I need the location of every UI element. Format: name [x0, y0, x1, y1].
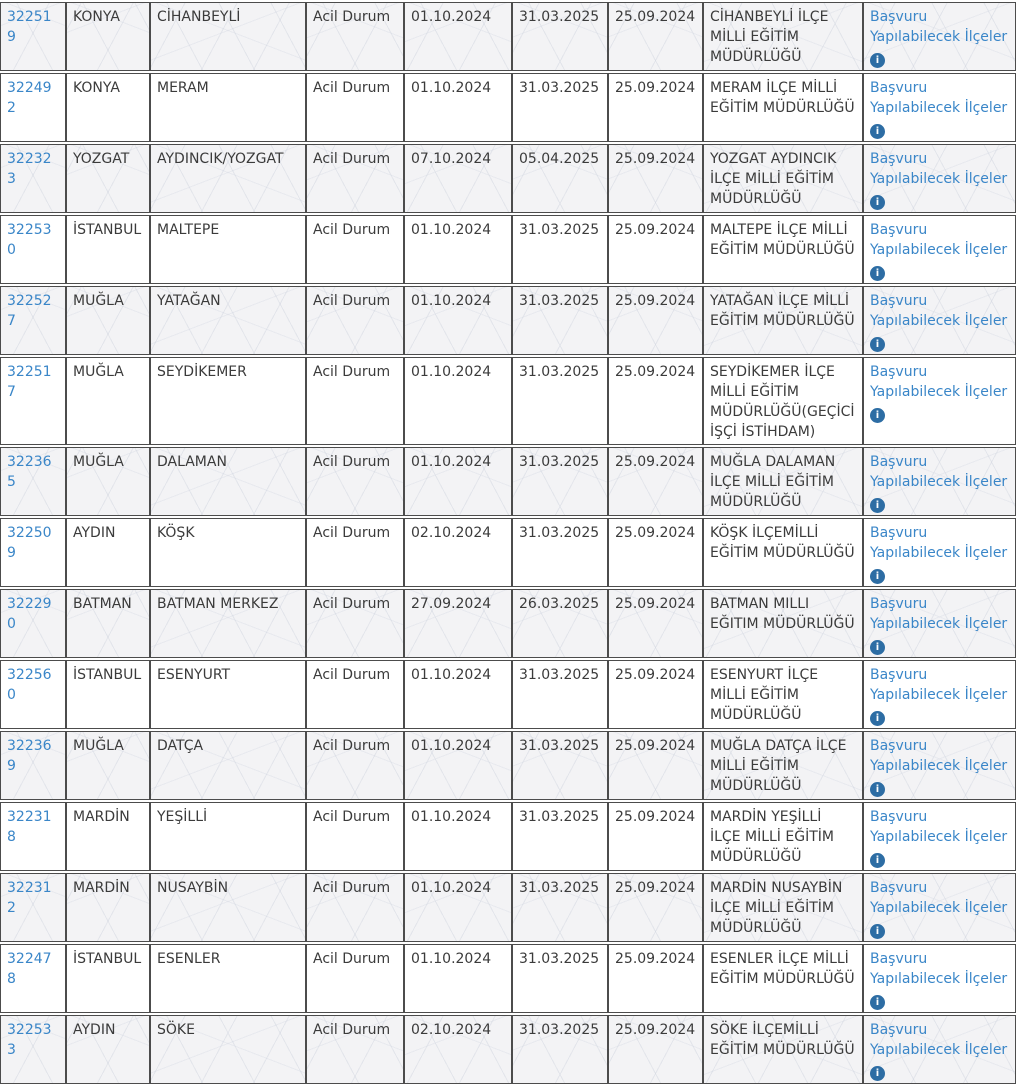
applicable-districts-link[interactable] [870, 523, 1009, 584]
info-icon: i [870, 266, 885, 281]
table-row [0, 1015, 1016, 1084]
end-date-cell: 31.03.2025 [512, 286, 608, 355]
table-row [0, 873, 1016, 942]
publish-date-cell: 25.09.2024 [608, 873, 703, 942]
applicable-districts-cell [863, 215, 1016, 284]
start-date-cell: 27.09.2024 [404, 589, 512, 658]
applicable-districts-cell [863, 873, 1016, 942]
status-cell: Acil Durum [306, 660, 404, 729]
district-cell: YATAĞAN [150, 286, 306, 355]
info-icon: i [870, 498, 885, 513]
start-date-cell: 01.10.2024 [404, 447, 512, 516]
end-date-cell: 31.03.2025 [512, 944, 608, 1013]
applicable-districts-label: Başvuru Yapılabilecek İlçeler [870, 364, 1008, 400]
info-icon: i [870, 53, 885, 68]
status-cell: Acil Durum [306, 1015, 404, 1084]
info-icon: i [870, 711, 885, 726]
status-cell: Acil Durum [306, 731, 404, 800]
job-id-link[interactable]: 322369 [7, 738, 52, 774]
applicable-districts-cell [863, 589, 1016, 658]
publish-date-cell: 25.09.2024 [608, 447, 703, 516]
end-date-cell: 31.03.2025 [512, 2, 608, 71]
info-icon: i [870, 924, 885, 939]
table-row [0, 144, 1016, 213]
applicable-districts-cell [863, 660, 1016, 729]
employer-cell: ESENLER İLÇE MİLLİ EĞİTİM MÜDÜRLÜĞÜ [703, 944, 863, 1013]
province-cell: İSTANBUL [66, 215, 150, 284]
start-date-cell: 01.10.2024 [404, 731, 512, 800]
job-id-link[interactable]: 322365 [7, 454, 52, 490]
info-icon: i [870, 337, 885, 352]
table-body [0, 2, 1016, 1084]
publish-date-cell: 25.09.2024 [608, 357, 703, 445]
table-row [0, 286, 1016, 355]
applicable-districts-link[interactable] [870, 878, 1009, 939]
table-row [0, 447, 1016, 516]
start-date-cell: 01.10.2024 [404, 944, 512, 1013]
job-id-link[interactable]: 322560 [7, 667, 52, 703]
job-id-link[interactable]: 322527 [7, 293, 52, 329]
job-id-link[interactable]: 322492 [7, 80, 52, 116]
applicable-districts-cell [863, 73, 1016, 142]
job-id-cell [0, 144, 66, 213]
employer-cell: MUĞLA DATÇA İLÇE MİLLİ EĞİTİM MÜDÜRLÜĞÜ [703, 731, 863, 800]
start-date-cell: 01.10.2024 [404, 802, 512, 871]
publish-date-cell: 25.09.2024 [608, 2, 703, 71]
employer-cell: ESENYURT İLÇE MİLLİ EĞİTİM MÜDÜRLÜĞÜ [703, 660, 863, 729]
applicable-districts-label: Başvuru Yapılabilecek İlçeler [870, 809, 1008, 845]
status-cell: Acil Durum [306, 589, 404, 658]
province-cell: İSTANBUL [66, 660, 150, 729]
applicable-districts-cell [863, 447, 1016, 516]
applicable-districts-cell [863, 286, 1016, 355]
end-date-cell: 26.03.2025 [512, 589, 608, 658]
start-date-cell: 01.10.2024 [404, 215, 512, 284]
job-id-cell [0, 2, 66, 71]
applicable-districts-label: Başvuru Yapılabilecek İlçeler [870, 293, 1008, 329]
table-row [0, 215, 1016, 284]
applicable-districts-link[interactable] [870, 736, 1009, 797]
start-date-cell: 02.10.2024 [404, 1015, 512, 1084]
applicable-districts-label: Başvuru Yapılabilecek İlçeler [870, 454, 1008, 490]
end-date-cell: 31.03.2025 [512, 1015, 608, 1084]
publish-date-cell: 25.09.2024 [608, 731, 703, 800]
job-id-cell [0, 944, 66, 1013]
applicable-districts-cell [863, 731, 1016, 800]
status-cell: Acil Durum [306, 873, 404, 942]
province-cell: MARDİN [66, 873, 150, 942]
job-id-cell [0, 73, 66, 142]
start-date-cell: 01.10.2024 [404, 873, 512, 942]
applicable-districts-link[interactable] [870, 452, 1009, 513]
applicable-districts-link[interactable] [870, 149, 1009, 210]
publish-date-cell: 25.09.2024 [608, 144, 703, 213]
applicable-districts-link[interactable] [870, 220, 1009, 281]
info-icon: i [870, 1066, 885, 1081]
job-id-cell [0, 589, 66, 658]
end-date-cell: 31.03.2025 [512, 660, 608, 729]
end-date-cell: 31.03.2025 [512, 731, 608, 800]
applicable-districts-link[interactable] [870, 291, 1009, 352]
employer-cell: YATAĞAN İLÇE MİLLİ EĞİTİM MÜDÜRLÜĞÜ [703, 286, 863, 355]
province-cell: İSTANBUL [66, 944, 150, 1013]
district-cell: CİHANBEYLİ [150, 2, 306, 71]
province-cell: MUĞLA [66, 286, 150, 355]
province-cell: MARDİN [66, 802, 150, 871]
province-cell: KONYA [66, 2, 150, 71]
start-date-cell: 01.10.2024 [404, 2, 512, 71]
job-id-cell [0, 286, 66, 355]
employer-cell: CİHANBEYLİ İLÇE MİLLİ EĞİTİM MÜDÜRLÜĞÜ [703, 2, 863, 71]
employer-cell: SEYDİKEMER İLÇE MİLLİ EĞİTİM MÜDÜRLÜĞÜ(GEÇİCİ İŞÇİ İSTİHDAM) [703, 357, 863, 445]
province-cell: MUĞLA [66, 357, 150, 445]
publish-date-cell: 25.09.2024 [608, 215, 703, 284]
info-icon: i [870, 124, 885, 139]
applicable-districts-label: Başvuru Yapılabilecek İlçeler [870, 596, 1008, 632]
table-row [0, 589, 1016, 658]
applicable-districts-link[interactable] [870, 1020, 1009, 1081]
status-cell: Acil Durum [306, 286, 404, 355]
applicable-districts-link[interactable] [870, 7, 1009, 68]
employer-cell: KÖŞK İLÇEMİLLİ EĞİTİM MÜDÜRLÜĞÜ [703, 518, 863, 587]
job-id-link[interactable]: 322519 [7, 9, 52, 45]
end-date-cell: 31.03.2025 [512, 873, 608, 942]
job-id-cell [0, 447, 66, 516]
info-icon: i [870, 408, 885, 423]
job-id-cell [0, 802, 66, 871]
job-id-cell [0, 357, 66, 445]
publish-date-cell: 25.09.2024 [608, 1015, 703, 1084]
employer-cell: MARDİN NUSAYBİN İLÇE MİLLİ EĞİTİM MÜDÜRLÜĞÜ [703, 873, 863, 942]
district-cell: SÖKE [150, 1015, 306, 1084]
end-date-cell: 31.03.2025 [512, 802, 608, 871]
district-cell: SEYDİKEMER [150, 357, 306, 445]
info-icon: i [870, 640, 885, 655]
employer-cell: SÖKE İLÇEMİLLİ EĞİTİM MÜDÜRLÜĞÜ [703, 1015, 863, 1084]
applicable-districts-label: Başvuru Yapılabilecek İlçeler [870, 738, 1008, 774]
start-date-cell: 02.10.2024 [404, 518, 512, 587]
district-cell: YEŞİLLİ [150, 802, 306, 871]
end-date-cell: 31.03.2025 [512, 518, 608, 587]
table-row [0, 73, 1016, 142]
status-cell: Acil Durum [306, 73, 404, 142]
employer-cell: MUĞLA DALAMAN İLÇE MİLLİ EĞİTİM MÜDÜRLÜĞÜ [703, 447, 863, 516]
job-id-link[interactable]: 322530 [7, 222, 52, 258]
status-cell: Acil Durum [306, 357, 404, 445]
job-id-cell [0, 873, 66, 942]
district-cell: NUSAYBİN [150, 873, 306, 942]
publish-date-cell: 25.09.2024 [608, 944, 703, 1013]
province-cell: AYDIN [66, 1015, 150, 1084]
job-id-cell [0, 1015, 66, 1084]
applicable-districts-label: Başvuru Yapılabilecek İlçeler [870, 9, 1008, 45]
province-cell: AYDIN [66, 518, 150, 587]
district-cell: MERAM [150, 73, 306, 142]
province-cell: MUĞLA [66, 731, 150, 800]
job-id-link[interactable]: 322312 [7, 880, 52, 916]
province-cell: KONYA [66, 73, 150, 142]
applicable-districts-cell [863, 2, 1016, 71]
province-cell: BATMAN [66, 589, 150, 658]
status-cell: Acil Durum [306, 944, 404, 1013]
applicable-districts-link[interactable] [870, 665, 1009, 726]
district-cell: DATÇA [150, 731, 306, 800]
start-date-cell: 01.10.2024 [404, 286, 512, 355]
applicable-districts-link[interactable] [870, 807, 1009, 868]
applicable-districts-label: Başvuru Yapılabilecek İlçeler [870, 1022, 1008, 1058]
table-row [0, 2, 1016, 71]
table-row [0, 802, 1016, 871]
end-date-cell: 31.03.2025 [512, 215, 608, 284]
job-id-cell [0, 518, 66, 587]
publish-date-cell: 25.09.2024 [608, 286, 703, 355]
applicable-districts-label: Başvuru Yapılabilecek İlçeler [870, 525, 1008, 561]
district-cell: MALTEPE [150, 215, 306, 284]
applicable-districts-cell [863, 802, 1016, 871]
applicable-districts-link[interactable] [870, 949, 1009, 1010]
applicable-districts-cell [863, 144, 1016, 213]
status-cell: Acil Durum [306, 447, 404, 516]
district-cell: BATMAN MERKEZ [150, 589, 306, 658]
applicable-districts-cell [863, 944, 1016, 1013]
publish-date-cell: 25.09.2024 [608, 660, 703, 729]
district-cell: AYDINCIK/YOZGAT [150, 144, 306, 213]
end-date-cell: 31.03.2025 [512, 73, 608, 142]
job-id-link[interactable]: 322318 [7, 809, 52, 845]
end-date-cell: 31.03.2025 [512, 357, 608, 445]
district-cell: KÖŞK [150, 518, 306, 587]
start-date-cell: 01.10.2024 [404, 660, 512, 729]
job-id-cell [0, 215, 66, 284]
applicable-districts-cell [863, 1015, 1016, 1084]
publish-date-cell: 25.09.2024 [608, 589, 703, 658]
province-cell: YOZGAT [66, 144, 150, 213]
table-row [0, 518, 1016, 587]
applicable-districts-label: Başvuru Yapılabilecek İlçeler [870, 222, 1008, 258]
applicable-districts-link[interactable] [870, 78, 1009, 139]
employer-cell: MERAM İLÇE MİLLİ EĞİTİM MÜDÜRLÜĞÜ [703, 73, 863, 142]
info-icon: i [870, 995, 885, 1010]
employer-cell: BATMAN MILLI EĞITIM MÜDÜRLÜĞÜ [703, 589, 863, 658]
job-id-cell [0, 731, 66, 800]
table-row [0, 660, 1016, 729]
district-cell: ESENLER [150, 944, 306, 1013]
job-id-link[interactable]: 322517 [7, 364, 52, 400]
district-cell: DALAMAN [150, 447, 306, 516]
job-id-link[interactable]: 322323 [7, 151, 52, 187]
table-row [0, 357, 1016, 445]
start-date-cell: 01.10.2024 [404, 73, 512, 142]
status-cell: Acil Durum [306, 144, 404, 213]
job-id-link[interactable]: 322290 [7, 596, 52, 632]
end-date-cell: 05.04.2025 [512, 144, 608, 213]
employer-cell: MARDİN YEŞİLLİ İLÇE MİLLİ EĞİTİM MÜDÜRLÜĞÜ [703, 802, 863, 871]
applicable-districts-cell [863, 357, 1016, 445]
start-date-cell: 07.10.2024 [404, 144, 512, 213]
table-row [0, 944, 1016, 1013]
start-date-cell: 01.10.2024 [404, 357, 512, 445]
job-id-link[interactable]: 322533 [7, 1022, 52, 1058]
info-icon: i [870, 782, 885, 797]
status-cell: Acil Durum [306, 518, 404, 587]
employer-cell: MALTEPE İLÇE MİLLİ EĞİTİM MÜDÜRLÜĞÜ [703, 215, 863, 284]
table-row [0, 731, 1016, 800]
info-icon: i [870, 853, 885, 868]
applicable-districts-label: Başvuru Yapılabilecek İlçeler [870, 80, 1008, 116]
publish-date-cell: 25.09.2024 [608, 518, 703, 587]
info-icon: i [870, 569, 885, 584]
employer-cell: YOZGAT AYDINCIK İLÇE MİLLİ EĞİTİM MÜDÜRLÜĞÜ [703, 144, 863, 213]
end-date-cell: 31.03.2025 [512, 447, 608, 516]
applicable-districts-cell [863, 518, 1016, 587]
district-cell: ESENYURT [150, 660, 306, 729]
job-id-link[interactable]: 322478 [7, 951, 52, 987]
applicable-districts-label: Başvuru Yapılabilecek İlçeler [870, 151, 1008, 187]
applicable-districts-label: Başvuru Yapılabilecek İlçeler [870, 951, 1008, 987]
publish-date-cell: 25.09.2024 [608, 802, 703, 871]
applicable-districts-link[interactable] [870, 362, 1009, 423]
job-id-link[interactable]: 322509 [7, 525, 52, 561]
publish-date-cell: 25.09.2024 [608, 73, 703, 142]
status-cell: Acil Durum [306, 215, 404, 284]
status-cell: Acil Durum [306, 2, 404, 71]
status-cell: Acil Durum [306, 802, 404, 871]
province-cell: MUĞLA [66, 447, 150, 516]
applicable-districts-label: Başvuru Yapılabilecek İlçeler [870, 880, 1008, 916]
applicable-districts-label: Başvuru Yapılabilecek İlçeler [870, 667, 1008, 703]
job-id-cell [0, 660, 66, 729]
applicable-districts-link[interactable] [870, 594, 1009, 655]
info-icon: i [870, 195, 885, 210]
